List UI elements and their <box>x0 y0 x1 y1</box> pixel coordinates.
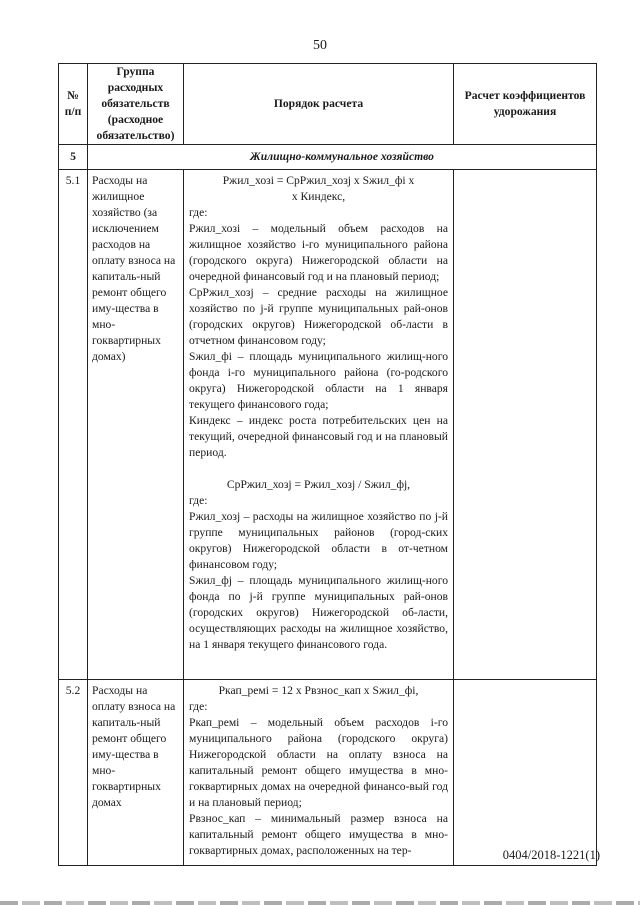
row-calculation <box>184 680 454 866</box>
definition: Киндекс – индекс роста потребительских цен на текущий, очередной финансовый год и на плановый период. <box>189 414 448 459</box>
row-coefficient-empty <box>454 170 597 680</box>
definition: Рвзнос_кап – минимальный размер взноса на капитальный ремонт общего имущества в мно-гоквартирных домах, расположенных на тер- <box>189 812 448 857</box>
section-row <box>59 145 597 170</box>
definition: Ркап_ремi – модельный объем расходов i-го муниципального района (городского округа) Нижегородской области на оплату взноса на капитальный ремонт общего имущества в мно-гоквартирных домах на очередной финансо-вый год и на плановый период; <box>189 716 448 809</box>
header-order: Порядок расчета <box>184 64 454 145</box>
header-coef: Расчет коэффициентов удорожания <box>454 64 597 145</box>
row-group: Расходы на оплату взноса на капиталь-ный ремонт общего иму-щества в мно-гоквартирных домах <box>88 680 184 866</box>
formula-main: Ржил_хозi = СрРжил_хозj х Sжил_фi х <box>222 174 415 187</box>
table-row <box>59 680 597 866</box>
formula-main: Ркап_ремi = 12 х Рвзнос_кап х Sжил_фi, <box>218 684 419 697</box>
row-number: 5.1 <box>59 170 88 680</box>
row-number: 5.2 <box>59 680 88 866</box>
row-group: Расходы на жилищное хозяйство (за исключением расходов на оплату взноса на капиталь-ный ремонт общего иму-щества в мно-гоквартирных домах) <box>88 170 184 680</box>
header-group: Группа расходных обязательств (расходное обязательство) <box>88 64 184 145</box>
row-calculation <box>184 170 454 680</box>
formula-secondary: СрРжил_хозj = Ржил_хозj / Sжил_фj, <box>226 478 411 491</box>
definition: СрРжил_хозj – средние расходы на жилищное хозяйство по j-й группе муниципальных рай-онов (городских округов) Нижегородской об-ласти в отчетном финансовом году; <box>189 286 448 347</box>
scan-edge-decoration <box>0 901 640 905</box>
header-num: № п/п <box>59 64 88 145</box>
document-code: 0404/2018-1221(1) <box>502 848 600 862</box>
formula-main-continued: х Киндекс, <box>291 190 346 203</box>
calculation-table <box>58 63 597 866</box>
section-title: Жилищно-коммунальное хозяйство <box>88 145 597 170</box>
where-label: где: <box>189 494 208 507</box>
section-number: 5 <box>59 145 88 170</box>
definition: Sжил_фi – площадь муниципального жилищ-ного фонда i-го муниципального района (го-родского округа) Нижегородской области на 1 января текущего финансового года; <box>189 350 448 411</box>
table-row <box>59 170 597 680</box>
definition: Ржил_хозi – модельный объем расходов на жилищное хозяйство i-го муниципального района (городского округа) Нижегородской области на очередной финансовый год и на плановый период; <box>189 222 448 283</box>
where-label: где: <box>189 206 208 219</box>
row-coefficient-empty <box>454 680 597 866</box>
definition: Sжил_фj – площадь муниципального жилищ-ного фонда по j-й группе муниципальных рай-онов (городских округов) Нижегородской об-ласти, осуществляющих расходы на жилищное хозяйство, на 1 января текущего финансового года. <box>189 574 448 651</box>
table-header-row <box>59 64 597 145</box>
page-number: 50 <box>313 38 327 53</box>
where-label: где: <box>189 700 208 713</box>
definition: Ржил_хозj – расходы на жилищное хозяйство по j-й группе муниципальных районов (город-ских округов) Нижегородской области в от-четном финансовом году; <box>189 510 448 571</box>
